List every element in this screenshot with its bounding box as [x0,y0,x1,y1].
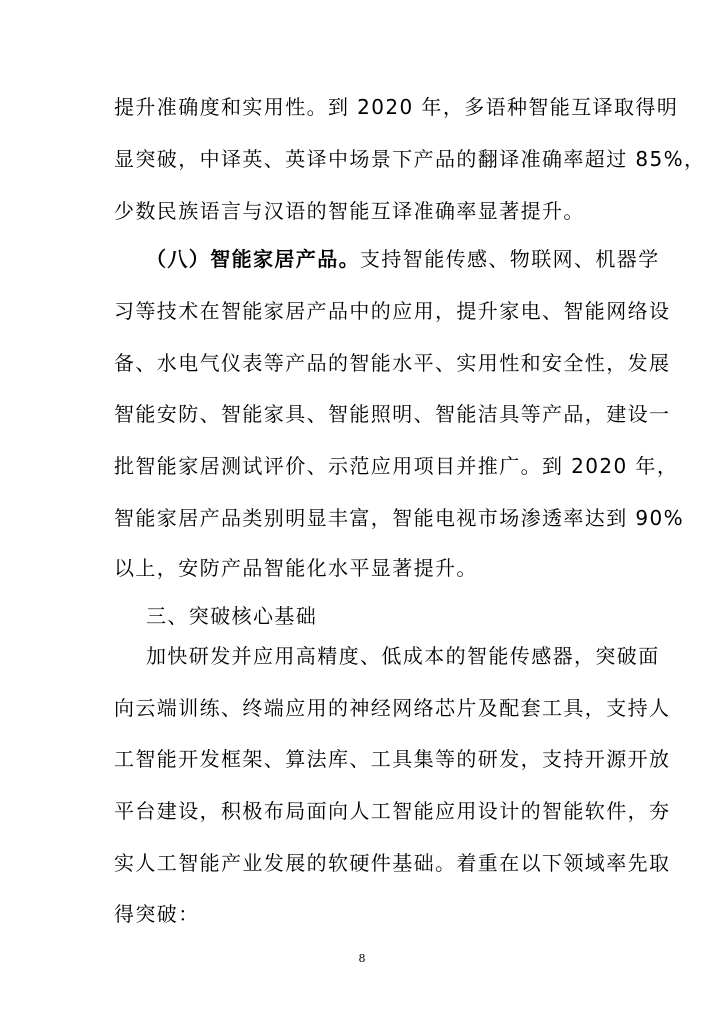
page-number: 8 [358,952,366,965]
paragraph-line: 少数民族语言与汉语的智能互译准确率显著提升。 [114,199,585,223]
paragraph-line: 实人工智能产业发展的软硬件基础。着重在以下领域率先取 [114,851,671,875]
paragraph-first-line [146,245,660,273]
paragraph-line: 智能家居产品类别明显丰富，智能电视市场渗透率达到 90% [114,506,685,530]
paragraph-text: 支持智能传感、物联网、机器学 [360,247,660,271]
paragraph-line: 得突破： [114,902,200,926]
paragraph-line: 显突破，中译英、英译中场景下产品的翻译准确率超过 85%， [114,147,706,171]
paragraph-line: 工智能开发框架、算法库、工具集等的研发，支持开源开放 [114,747,671,771]
section-heading: 三、突破核心基础 [146,604,318,628]
paragraph-line: 批智能家居测试评价、示范应用项目并推广。到 2020 年， [114,454,679,478]
paragraph-line: 智能安防、智能家具、智能照明、智能洁具等产品，建设一 [114,402,671,426]
paragraph-line: 平台建设，积极布局面向人工智能应用设计的智能软件，夯 [114,799,671,823]
paragraph-line: 习等技术在智能家居产品中的应用，提升家电、智能网络设 [114,299,671,323]
paragraph-line: 以上，安防产品智能化水平显著提升。 [114,556,478,580]
subsection-heading: （八）智能家居产品。 [146,247,360,271]
paragraph-line: 备、水电气仪表等产品的智能水平、实用性和安全性，发展 [114,351,671,375]
paragraph-line: 向云端训练、终端应用的神经网络芯片及配套工具，支持人 [114,696,671,720]
paragraph-line: 加快研发并应用高精度、低成本的智能传感器，突破面 [146,644,660,668]
paragraph-line: 提升准确度和实用性。到 2020 年，多语种智能互译取得明 [114,95,679,119]
